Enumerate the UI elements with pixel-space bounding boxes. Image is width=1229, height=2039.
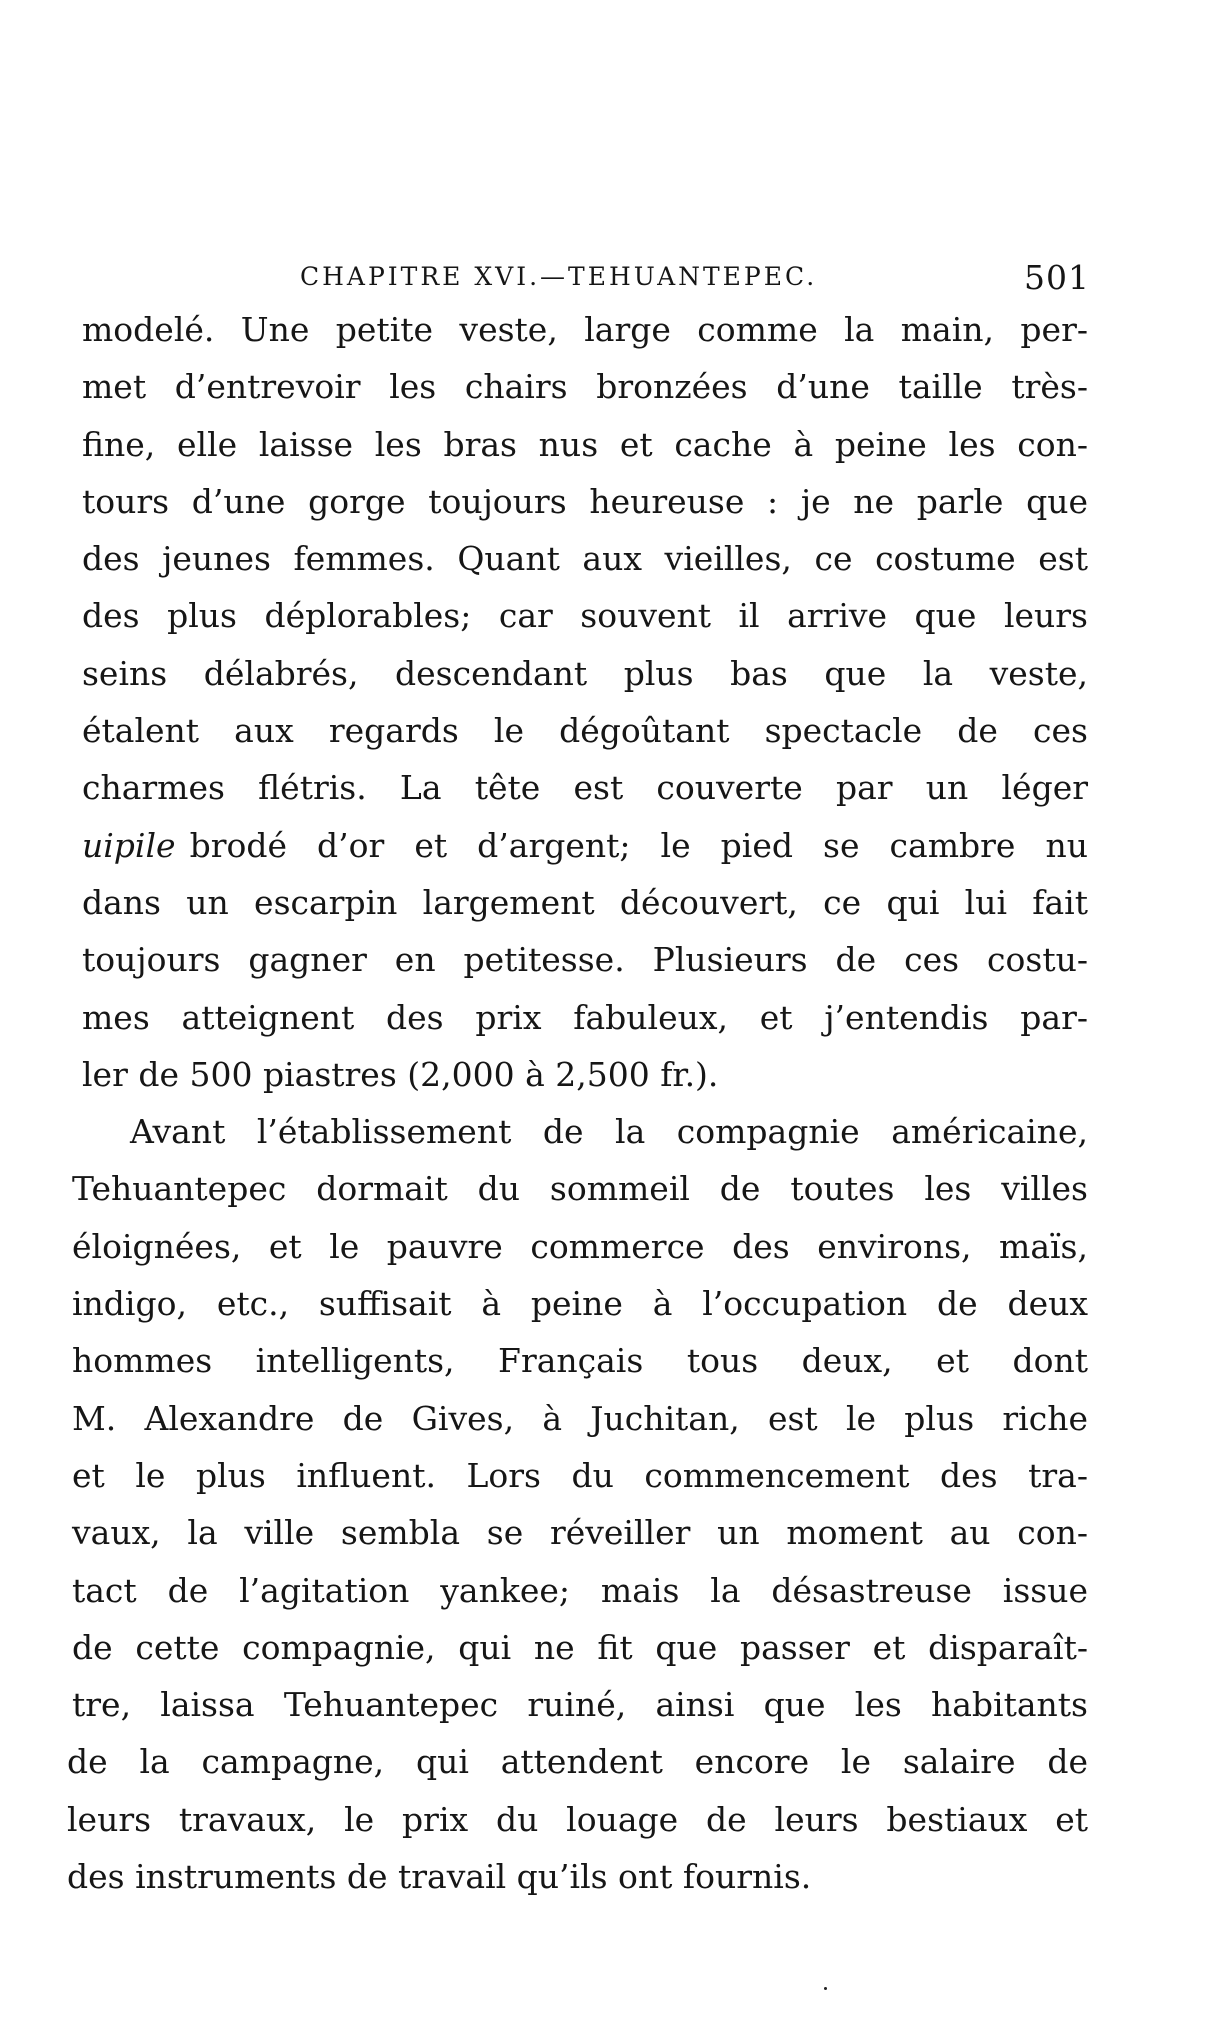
- text-line: modelé. Une petite veste, large comme la main, per-: [82, 310, 1088, 349]
- text-line: de cette compagnie, qui ne fit que passer et disparaît-: [72, 1627, 1088, 1667]
- text-line: toujours gagner en petitesse. Plusieurs de ces costu-: [82, 940, 1088, 980]
- text-line: hommes intelligents, Français tous deux, et dont: [72, 1341, 1088, 1381]
- text-line-rest: brodé d’or et d’argent; le pied se cambre nu: [189, 825, 1088, 865]
- text-line: tre, laissa Tehuantepec ruiné, ainsi que les habitants: [72, 1685, 1088, 1725]
- page-number: 501: [1024, 258, 1090, 297]
- text-line: seins délabrés, descendant plus bas que la veste,: [82, 653, 1088, 693]
- text-line: Tehuantepec dormait du sommeil de toutes les villes: [72, 1169, 1088, 1209]
- italic-term: uipile: [82, 825, 176, 865]
- text-line: des jeunes femmes. Quant aux vieilles, ce costume est: [82, 539, 1088, 579]
- text-line: M. Alexandre de Gives, à Juchitan, est le plus riche: [72, 1398, 1088, 1438]
- text-line: des plus déplorables; car souvent il arrive que leurs: [82, 596, 1088, 636]
- text-line: fine, elle laisse les bras nus et cache à peine les con-: [82, 424, 1088, 464]
- text-line: leurs travaux, le prix du louage de leurs bestiaux et: [67, 1799, 1088, 1839]
- text-line: met d’entrevoir les chairs bronzées d’une taille très-: [82, 367, 1088, 407]
- text-line: charmes flétris. La tête est couverte par un léger: [82, 768, 1088, 808]
- text-line: et le plus influent. Lors du commencement des tra-: [72, 1455, 1088, 1495]
- body-text: [67, 301, 1088, 1905]
- text-line: tours d’une gorge toujours heureuse : je ne parle que: [82, 481, 1088, 521]
- running-title: CHAPITRE XVI.—TEHUANTEPEC.: [300, 262, 818, 291]
- text-line: éloignées, et le pauvre commerce des environs, maïs,: [72, 1226, 1088, 1266]
- text-line: tact de l’agitation yankee; mais la désastreuse issue: [72, 1570, 1088, 1610]
- paragraph-first-line: Avant l’établissement de la compagnie américaine,: [130, 1112, 1088, 1152]
- text-line: dans un escarpin largement découvert, ce qui lui fait: [82, 882, 1088, 922]
- print-speck: [824, 1987, 827, 1990]
- text-line: ler de 500 piastres (2,000 à 2,500 fr.).: [82, 1054, 719, 1094]
- text-line: des instruments de travail qu’ils ont fournis.: [67, 1857, 812, 1897]
- page-header: [300, 258, 1090, 302]
- text-line: vaux, la ville sembla se réveiller un moment au con-: [72, 1513, 1088, 1553]
- text-line: étalent aux regards le dégoûtant spectacle de ces: [82, 711, 1088, 751]
- text-line: de la campagne, qui attendent encore le salaire de: [67, 1742, 1088, 1782]
- text-line-with-italic: [82, 817, 1088, 874]
- text-line: mes atteignent des prix fabuleux, et j’entendis par-: [82, 997, 1088, 1037]
- text-line: indigo, etc., suffisait à peine à l’occupation de deux: [72, 1284, 1088, 1324]
